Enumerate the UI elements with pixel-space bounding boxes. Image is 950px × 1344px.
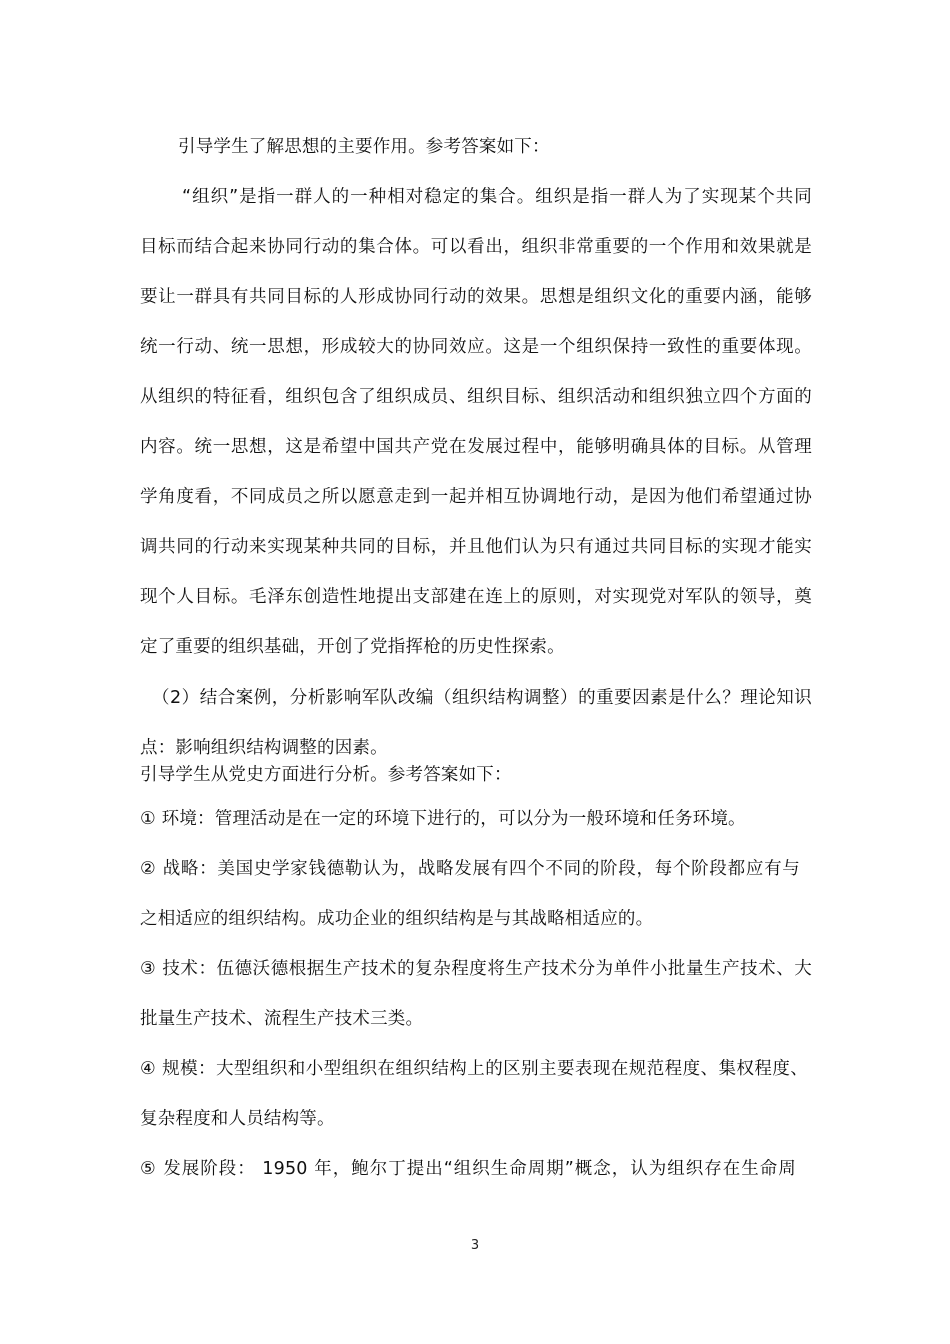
question-heading: （2）结合案例，分析影响军队改编（组织结构调整）的重要因素是什么？理论知识 (152, 688, 812, 708)
paragraph-line: 引导学生从党史方面进行分析。参考答案如下： (140, 765, 512, 785)
paragraph-line: 复杂程度和人员结构等。 (140, 1109, 335, 1129)
paragraph-line: 引导学生了解思想的主要作用。参考答案如下： (178, 137, 550, 157)
paragraph-line: 从组织的特征看，组织包含了组织成员、组织目标、组织活动和组织独立四个方面的 (140, 387, 812, 407)
paragraph-line: 点：影响组织结构调整的因素。 (140, 738, 388, 758)
paragraph-line: 目标而结合起来协同行动的集合体。可以看出，组织非常重要的一个作用和效果就是 (140, 237, 812, 257)
page-number: 3 (470, 1238, 480, 1253)
paragraph-line: 之相适应的组织结构。成功企业的组织结构是与其战略相适应的。 (140, 909, 654, 929)
list-item: ① 环境：管理活动是在一定的环境下进行的，可以分为一般环境和任务环境。 (140, 809, 746, 829)
paragraph-line: 要让一群具有共同目标的人形成协同行动的效果。思想是组织文化的重要内涵，能够 (140, 287, 812, 307)
paragraph-line: 调共同的行动来实现某种共同的目标，并且他们认为只有通过共同目标的实现才能实 (140, 537, 812, 557)
list-item: ③ 技术：伍德沃德根据生产技术的复杂程度将生产技术分为单件小批量生产技术、大 (140, 959, 812, 979)
paragraph-line: 批量生产技术、流程生产技术三类。 (140, 1009, 424, 1029)
paragraph-line: 统一行动、统一思想，形成较大的协同效应。这是一个组织保持一致性的重要体现。 (140, 337, 812, 357)
list-item: ④ 规模：大型组织和小型组织在组织结构上的区别主要表现在规范程度、集权程度、 (140, 1059, 808, 1079)
paragraph-line: “组织”是指一群人的一种相对稳定的集合。组织是指一群人为了实现某个共同 (182, 187, 812, 207)
list-item: ⑤ 发展阶段： 1950 年，鲍尔丁提出“组织生命周期”概念，认为组织存在生命周 (140, 1159, 796, 1179)
paragraph-line: 内容。统一思想，这是希望中国共产党在发展过程中，能够明确具体的目标。从管理 (140, 437, 812, 457)
paragraph-line: 现个人目标。毛泽东创造性地提出支部建在连上的原则，对实现党对军队的领导，奠 (140, 587, 812, 607)
list-item: ② 战略：美国史学家钱德勒认为，战略发展有四个不同的阶段，每个阶段都应有与 (140, 859, 800, 879)
paragraph-line: 学角度看，不同成员之所以愿意走到一起并相互协调地行动，是因为他们希望通过协 (140, 487, 812, 507)
paragraph-line: 定了重要的组织基础，开创了党指挥枪的历史性探索。 (140, 637, 565, 657)
